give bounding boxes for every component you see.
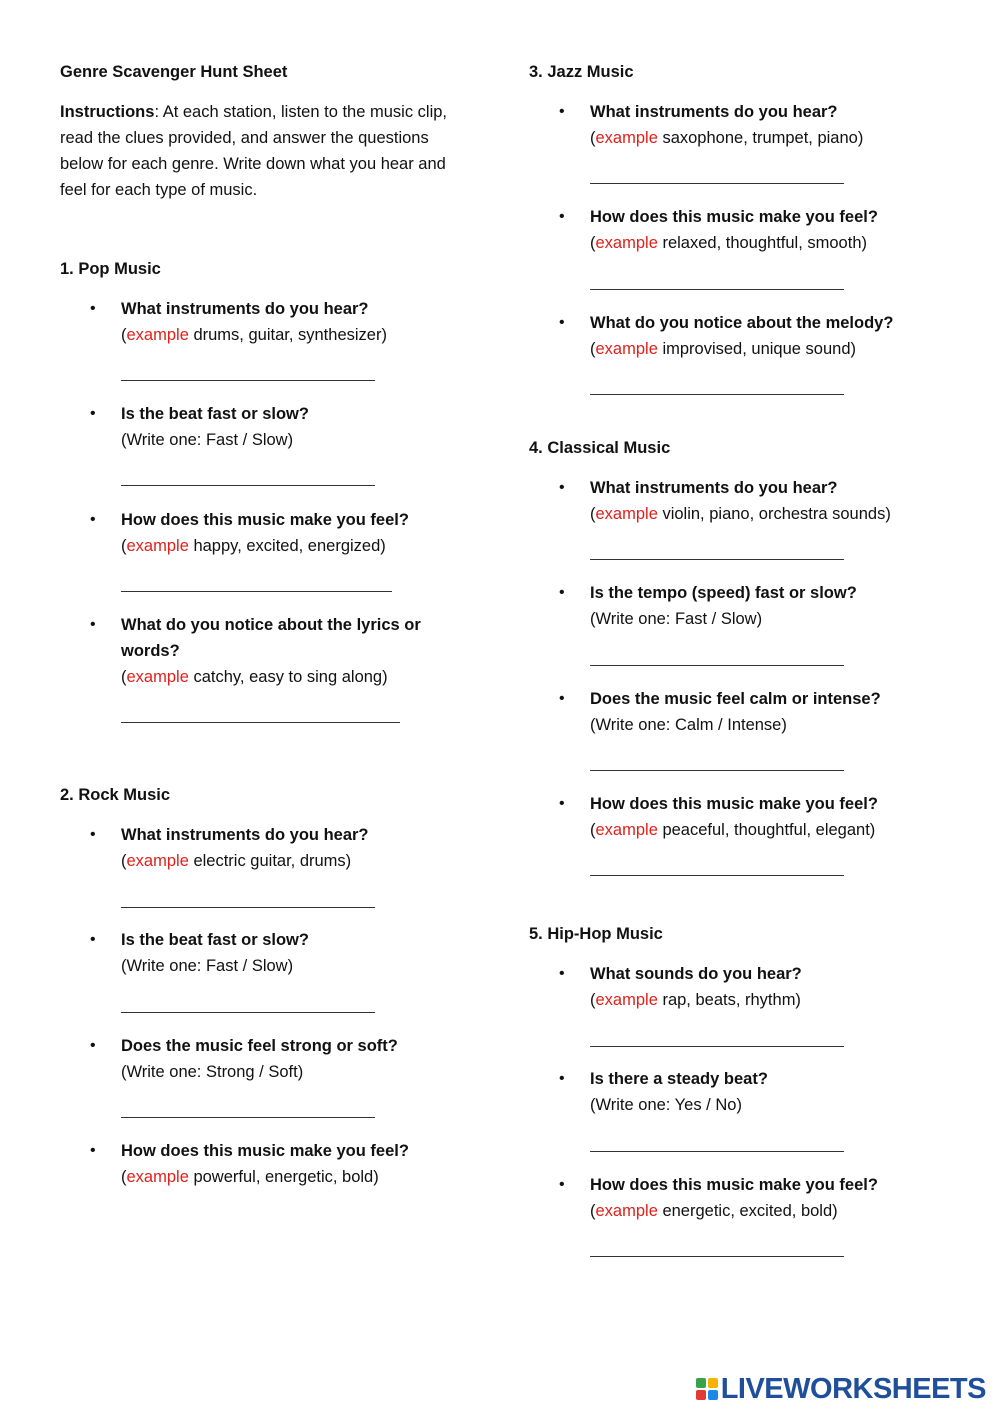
liveworksheets-logo[interactable] — [696, 1374, 986, 1404]
answer-line[interactable] — [590, 289, 844, 290]
question-hint: (example saxophone, trumpet, piano) — [590, 129, 864, 147]
bullet: • — [90, 931, 96, 948]
question-item — [529, 791, 949, 843]
example-label: example — [126, 1168, 189, 1186]
instructions — [60, 99, 460, 203]
logo-text: LIVEWORKSHEETS — [720, 1373, 986, 1405]
question-text: What do you notice about the lyrics or words? — [121, 616, 421, 660]
question-text: Does the music feel calm or intense? — [590, 690, 881, 708]
bullet: • — [90, 1037, 96, 1054]
example-label: example — [126, 326, 189, 344]
question-text: How does this music make you feel? — [590, 1176, 878, 1194]
instructions-text: : At each station, listen to the music clip, read the clues provided, and answer the questions below for each genre. Write down what you hear and feel for each type of music. — [60, 103, 447, 199]
question-hint: (example energetic, excited, bold) — [590, 1202, 838, 1220]
bullet: • — [90, 1142, 96, 1159]
question-item — [529, 204, 949, 256]
bullet: • — [559, 965, 565, 982]
answer-line[interactable] — [590, 1151, 844, 1152]
bullet: • — [559, 690, 565, 707]
question-hint: (example relaxed, thoughtful, smooth) — [590, 234, 867, 252]
answer-line[interactable] — [590, 1256, 844, 1257]
bullet: • — [90, 511, 96, 528]
question-item — [60, 507, 480, 559]
example-label: example — [595, 234, 658, 252]
question-text: What sounds do you hear? — [590, 965, 802, 983]
question-hint: (Write one: Calm / Intense) — [590, 716, 787, 734]
bullet: • — [90, 405, 96, 422]
question-hint: (Write one: Strong / Soft) — [121, 1063, 304, 1081]
answer-line[interactable] — [590, 559, 844, 560]
question-item — [60, 822, 480, 874]
instructions-label: Instructions — [60, 103, 155, 121]
bullet: • — [559, 314, 565, 331]
question-hint: (example powerful, energetic, bold) — [121, 1168, 379, 1186]
section-title-jazz: 3. Jazz Music — [529, 63, 634, 81]
question-item — [529, 686, 949, 738]
example-label: example — [595, 340, 658, 358]
question-item — [60, 1033, 480, 1085]
question-hint: (example violin, piano, orchestra sounds) — [590, 505, 891, 523]
example-label: example — [595, 821, 658, 839]
question-item — [60, 1138, 480, 1190]
section-title-hip-hop: 5. Hip-Hop Music — [529, 925, 663, 943]
bullet: • — [559, 479, 565, 496]
question-text: Is the beat fast or slow? — [121, 931, 309, 949]
example-label: example — [595, 991, 658, 1009]
page-title: Genre Scavenger Hunt Sheet — [60, 63, 288, 81]
answer-line[interactable] — [121, 591, 392, 592]
bullet: • — [90, 616, 96, 633]
section-title-rock: 2. Rock Music — [60, 786, 171, 804]
question-hint: (example happy, excited, energized) — [121, 537, 386, 555]
section-title-classical: 4. Classical Music — [529, 439, 671, 457]
answer-line[interactable] — [590, 770, 844, 771]
question-item — [60, 927, 480, 979]
question-text: What instruments do you hear? — [121, 826, 369, 844]
answer-line[interactable] — [121, 1012, 375, 1013]
question-hint: (example peaceful, thoughtful, elegant) — [590, 821, 876, 839]
answer-line[interactable] — [590, 183, 844, 184]
question-item — [529, 580, 949, 632]
question-item — [529, 99, 949, 151]
example-label: example — [595, 505, 658, 523]
example-label: example — [126, 668, 189, 686]
question-text: What instruments do you hear? — [590, 479, 838, 497]
example-label: example — [595, 1202, 658, 1220]
bullet: • — [559, 795, 565, 812]
question-hint: (example improvised, unique sound) — [590, 340, 856, 358]
answer-line[interactable] — [121, 907, 375, 908]
question-item — [529, 1066, 949, 1118]
answer-line[interactable] — [121, 1117, 375, 1118]
question-item — [60, 296, 480, 348]
answer-line[interactable] — [590, 875, 844, 876]
question-text: What do you notice about the melody? — [590, 314, 894, 332]
question-hint: (example drums, guitar, synthesizer) — [121, 326, 387, 344]
question-item — [60, 612, 460, 690]
question-hint: (Write one: Fast / Slow) — [590, 610, 763, 628]
question-hint: (example electric guitar, drums) — [121, 852, 352, 870]
question-item — [529, 310, 949, 362]
question-item — [529, 475, 949, 527]
question-hint: (example rap, beats, rhythm) — [590, 991, 801, 1009]
question-item — [60, 401, 480, 453]
bullet: • — [559, 1070, 565, 1087]
section-title-pop: 1. Pop Music — [60, 260, 161, 278]
question-text: Is there a steady beat? — [590, 1070, 768, 1088]
bullet: • — [559, 1176, 565, 1193]
bullet: • — [90, 300, 96, 317]
question-text: What instruments do you hear? — [121, 300, 369, 318]
question-text: Is the beat fast or slow? — [121, 405, 309, 423]
bullet: • — [559, 103, 565, 120]
question-text: Is the tempo (speed) fast or slow? — [590, 584, 857, 602]
answer-line[interactable] — [121, 380, 375, 381]
question-hint: (Write one: Yes / No) — [590, 1096, 742, 1114]
example-label: example — [126, 537, 189, 555]
answer-line[interactable] — [121, 485, 375, 486]
answer-line[interactable] — [590, 665, 844, 666]
question-text: How does this music make you feel? — [121, 511, 409, 529]
answer-line[interactable] — [590, 394, 844, 395]
question-text: How does this music make you feel? — [590, 208, 878, 226]
question-hint: (Write one: Fast / Slow) — [121, 957, 294, 975]
question-item — [529, 1172, 949, 1224]
question-text: How does this music make you feel? — [590, 795, 878, 813]
example-label: example — [595, 129, 658, 147]
question-text: How does this music make you feel? — [121, 1142, 409, 1160]
answer-line[interactable] — [121, 722, 400, 723]
example-label: example — [126, 852, 189, 870]
bullet: • — [559, 208, 565, 225]
question-text: What instruments do you hear? — [590, 103, 838, 121]
answer-line[interactable] — [590, 1046, 844, 1047]
question-item — [529, 961, 949, 1013]
bullet: • — [90, 826, 96, 843]
question-hint: (example catchy, easy to sing along) — [121, 668, 388, 686]
question-text: Does the music feel strong or soft? — [121, 1037, 398, 1055]
question-hint: (Write one: Fast / Slow) — [121, 431, 294, 449]
liveworksheets-logo-icon — [696, 1378, 718, 1400]
bullet: • — [559, 584, 565, 601]
